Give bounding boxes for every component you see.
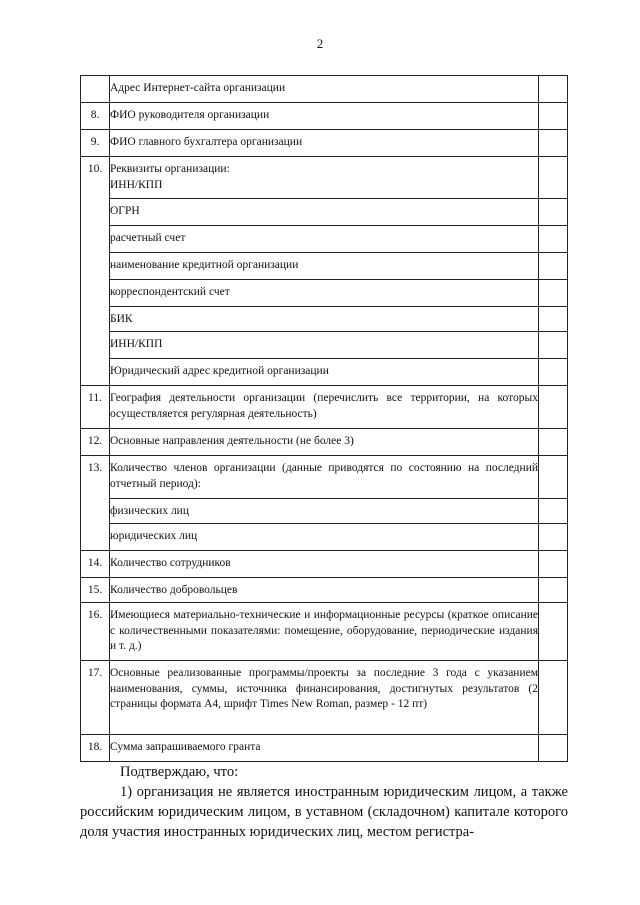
row-label: География деятельности организации (перечислить все территории, на которых осуществляется регулярная деятельность) <box>110 386 539 429</box>
row-label: Основные реализованные программы/проекты за последние 3 года с указанием наименования, суммы, источника финансирования, достигнутых результатов (2 страницы формата А4, шрифт Times New Roman, размер - 12 пт) <box>110 661 539 735</box>
confirmation-heading: Подтверждаю, что: <box>120 764 239 780</box>
value-field[interactable] <box>539 280 568 307</box>
row-label: БИК <box>110 307 539 332</box>
value-field[interactable] <box>539 524 568 551</box>
value-field[interactable] <box>539 253 568 280</box>
row-label: Количество сотрудников <box>110 551 539 578</box>
value-field[interactable] <box>539 499 568 524</box>
table-row <box>81 76 568 103</box>
row-number: 14. <box>81 551 110 578</box>
row-number: 17. <box>81 661 110 735</box>
page-number: 2 <box>316 36 324 51</box>
value-field[interactable] <box>539 199 568 226</box>
table-row <box>81 456 568 499</box>
row-label: Основные направления деятельности (не более 3) <box>110 429 539 456</box>
value-field[interactable] <box>539 103 568 130</box>
value-field[interactable] <box>539 76 568 103</box>
row-label: Адрес Интернет-сайта организации <box>110 76 539 103</box>
table-row <box>81 332 568 359</box>
value-field[interactable] <box>539 578 568 603</box>
confirmation-item-1: 1) организация не является иностранным юридическим лицом, а также российским юридическим лицом, в уставном (складочном) капитале которого доля участия иностранных юридических лиц, местом регистра- <box>80 784 568 840</box>
row-label: ФИО руководителя организации <box>110 103 539 130</box>
row-label: Имеющиеся материально-технические и информационные ресурсы (краткое описание с количественными показателями: помещение, оборудование, периодические издания и т. д.) <box>110 603 539 661</box>
table-row <box>81 661 568 735</box>
confirmation-text <box>80 762 568 842</box>
value-field[interactable] <box>539 551 568 578</box>
row-label: наименование кредитной организации <box>110 253 539 280</box>
row-number: 9. <box>81 130 110 157</box>
value-field[interactable] <box>539 386 568 429</box>
table-row <box>81 253 568 280</box>
row-number: 8. <box>81 103 110 130</box>
table-row <box>81 307 568 332</box>
row-label: Юридический адрес кредитной организации <box>110 359 539 386</box>
row-label: ИНН/КПП <box>110 332 539 359</box>
value-field[interactable] <box>539 429 568 456</box>
row-number: 16. <box>81 603 110 661</box>
table-row <box>81 103 568 130</box>
table-row <box>81 578 568 603</box>
row-label: Реквизиты организации: ИНН/КПП <box>110 157 539 199</box>
row-label: ОГРН <box>110 199 539 226</box>
table-row <box>81 735 568 762</box>
row-label: Сумма запрашиваемого гранта <box>110 735 539 762</box>
value-field[interactable] <box>539 735 568 762</box>
table-row <box>81 130 568 157</box>
value-field[interactable] <box>539 157 568 199</box>
row-label: ФИО главного бухгалтера организации <box>110 130 539 157</box>
value-field[interactable] <box>539 456 568 499</box>
table-row <box>81 280 568 307</box>
table-row <box>81 429 568 456</box>
row-number: 13. <box>81 456 110 551</box>
value-field[interactable] <box>539 226 568 253</box>
value-field[interactable] <box>539 661 568 735</box>
value-field[interactable] <box>539 332 568 359</box>
row-label: физических лиц <box>110 499 539 524</box>
row-number: 18. <box>81 735 110 762</box>
table-row <box>81 524 568 551</box>
row-number: 11. <box>81 386 110 429</box>
row-number: 12. <box>81 429 110 456</box>
table-row <box>81 199 568 226</box>
row-label: расчетный счет <box>110 226 539 253</box>
row-number: 10. <box>81 157 110 386</box>
value-field[interactable] <box>539 307 568 332</box>
table-row <box>81 603 568 661</box>
value-field[interactable] <box>539 603 568 661</box>
row-label: корреспондентский счет <box>110 280 539 307</box>
row-label: юридических лиц <box>110 524 539 551</box>
value-field[interactable] <box>539 130 568 157</box>
table-row <box>81 499 568 524</box>
table-row <box>81 386 568 429</box>
organization-info-table <box>80 75 568 762</box>
row-label: Количество членов организации (данные приводятся по состоянию на последний отчетный период): <box>110 456 539 499</box>
row-label: Количество добровольцев <box>110 578 539 603</box>
row-number: 15. <box>81 578 110 603</box>
table-row <box>81 359 568 386</box>
table-row <box>81 157 568 199</box>
table-row <box>81 551 568 578</box>
value-field[interactable] <box>539 359 568 386</box>
row-number <box>81 76 110 103</box>
table-row <box>81 226 568 253</box>
